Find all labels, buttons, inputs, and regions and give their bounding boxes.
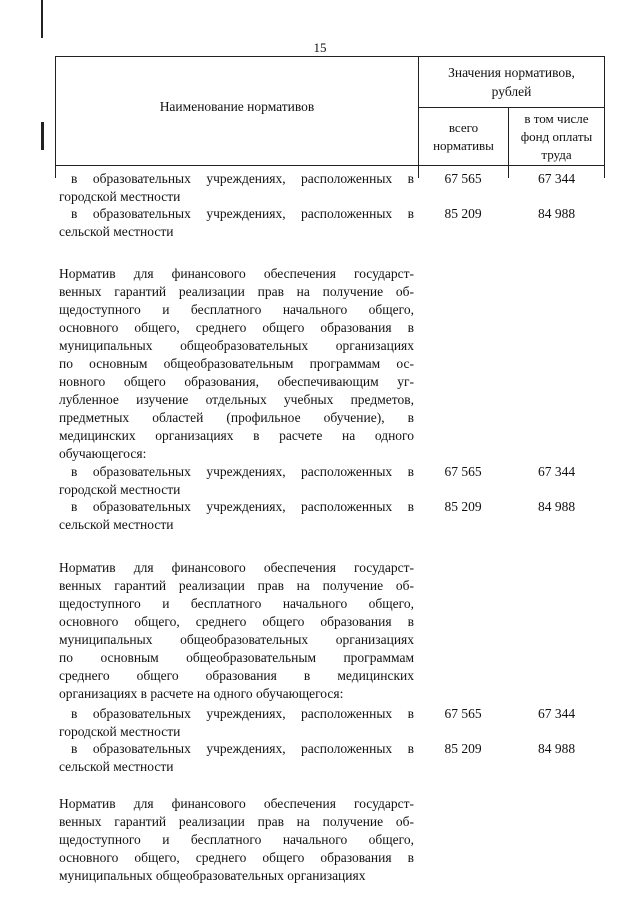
row-description-line: сельской местности: [59, 224, 174, 239]
row-description-line: медицинских организациях в расчете на одного: [59, 428, 414, 443]
row-description-line: сельской местности: [59, 517, 174, 532]
row-description-line: Норматив для финансового обеспечения государст-: [59, 796, 414, 811]
row-description-line: по основным общеобразовательным программам ос-: [59, 356, 414, 371]
row-description-line: в образовательных учреждениях, расположенных в: [71, 741, 414, 756]
column-divider: [55, 166, 56, 178]
page-number: 15: [313, 40, 327, 55]
row-description-line: в образовательных учреждениях, расположенных в: [71, 706, 414, 721]
row-description-line: лубленное изучение отдельных учебных предметов,: [59, 392, 414, 407]
row-description-line: в образовательных учреждениях, расположенных в: [71, 171, 414, 186]
row-description-line: в образовательных учреждениях, расположенных в: [71, 206, 414, 221]
row-description-line: организациях в расчете на одного обучающегося:: [59, 686, 344, 701]
row-total-value: 67 565: [444, 464, 482, 479]
row-description-line: Норматив для финансового обеспечения государст-: [59, 266, 414, 281]
row-description-line: городской местности: [59, 189, 181, 204]
row-description-line: муниципальных общеобразовательных организациях: [59, 868, 366, 883]
row-description-line: в образовательных учреждениях, расположенных в: [71, 499, 414, 514]
row-description-line: обучающегося:: [59, 446, 147, 461]
row-description-line: щедоступного и бесплатного начального общего,: [59, 832, 414, 847]
row-description-line: основного общего, среднего общего образования в: [59, 320, 414, 335]
row-total-value: 85 209: [444, 741, 482, 756]
row-description-line: новного общего образования, обеспечивающим уг-: [59, 374, 414, 389]
row-description-line: по основным общеобразовательным программам: [59, 650, 414, 665]
row-fund-value: 67 344: [537, 706, 576, 721]
header-fund-column: в том числе фонд оплаты труда: [520, 110, 593, 162]
row-description-line: в образовательных учреждениях, расположенных в: [71, 464, 414, 479]
row-description-line: городской местности: [59, 724, 181, 739]
row-description-line: среднего общего образования в медицинских: [59, 668, 414, 683]
row-total-value: 85 209: [444, 206, 482, 221]
header-total-column: всего нормативы: [419, 108, 509, 165]
row-fund-value: 84 988: [537, 206, 576, 221]
row-fund-value: 84 988: [537, 741, 576, 756]
row-total-value: 67 565: [444, 706, 482, 721]
row-description-line: щедоступного и бесплатного начального общего,: [59, 596, 414, 611]
row-description-line: основного общего, среднего общего образования в: [59, 850, 414, 865]
row-description-line: городской местности: [59, 482, 181, 497]
row-description-line: венных гарантий реализации прав на получение об-: [59, 578, 414, 593]
row-total-value: 67 565: [444, 171, 482, 186]
row-description-line: предметных областей (профильное обучение), в: [59, 410, 414, 425]
row-description-line: венных гарантий реализации прав на получение об-: [59, 814, 414, 829]
row-description-line: основного общего, среднего общего образования в: [59, 614, 414, 629]
row-description-line: муниципальных общеобразовательных организациях: [59, 632, 414, 647]
row-description-line: венных гарантий реализации прав на получение об-: [59, 284, 414, 299]
row-fund-value: 84 988: [537, 499, 576, 514]
row-fund-value: 67 344: [537, 171, 576, 186]
row-description-line: Норматив для финансового обеспечения государст-: [59, 560, 414, 575]
column-divider: [604, 166, 605, 178]
row-description-line: сельской местности: [59, 759, 174, 774]
header-values-column: Значения нормативов, рублей: [419, 57, 604, 108]
row-description-line: щедоступного и бесплатного начального общего,: [59, 302, 414, 317]
row-total-value: 85 209: [444, 499, 482, 514]
header-name-column: Наименование нормативов: [56, 57, 419, 165]
column-divider: [508, 166, 509, 178]
row-description-line: муниципальных общеобразовательных организациях: [59, 338, 414, 353]
row-fund-value: 67 344: [537, 464, 576, 479]
